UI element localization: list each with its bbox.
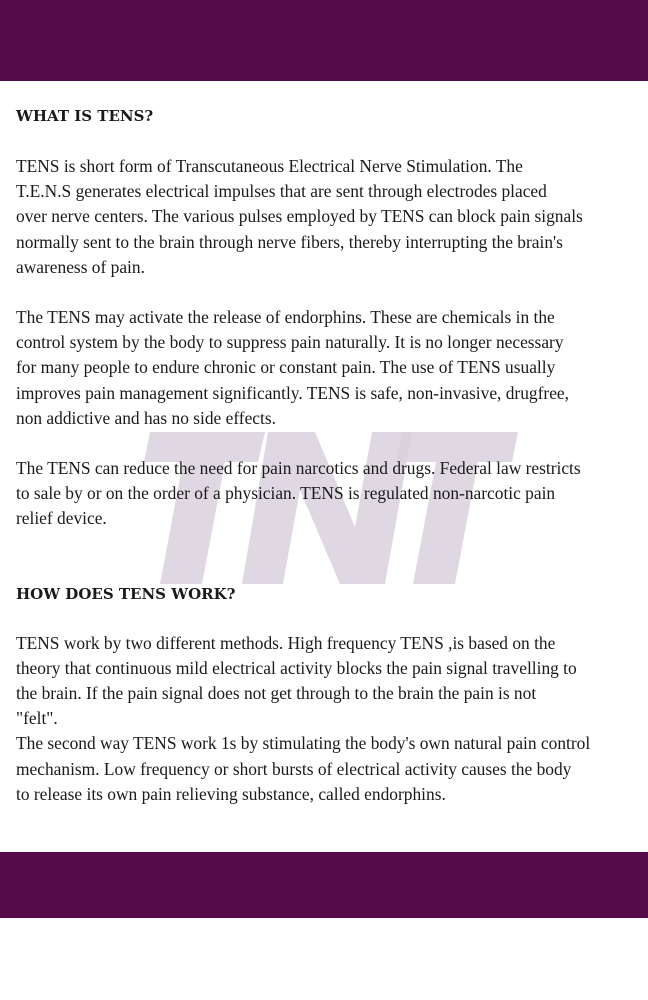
paragraph: TENS is short form of Transcutaneous Electrical Nerve Stimulation. The T.E.N.S generates electrical impulses that are sent through electrodes placed over nerve centers. The various pulses employed by TENS can block pain signals normally sent to the brain through nerve fibers, thereby interrupting the brain's awareness of pain. <box>16 156 583 277</box>
section-heading-what-is-tens: WHAT IS TENS? <box>16 107 154 125</box>
paragraph: The TENS may activate the release of endorphins. These are chemicals in the control system by the body to suppress pain naturally. It is no longer necessary for many people to endure chronic or constant pain. The use of TENS usually improves pain management significantly. TENS is safe, non-invasive, drugfree, non addictive and has no side effects. <box>16 307 569 428</box>
paragraph: TENS work by two different methods. High frequency TENS ,is based on the theory that continuous mild electrical activity blocks the pain signal travelling to the brain. If the pain signal does not get through to the brain the pain is not "felt". The second way TENS work 1s by stimulating the body's own natural pain control mechanism. Low frequency or short bursts of electrical activity causes the body to release its own pain relieving substance, called endorphins. <box>16 632 591 804</box>
bottom-banner <box>0 852 648 918</box>
top-banner <box>0 0 648 81</box>
section-heading-how-does-tens-work: HOW DOES TENS WORK? <box>16 584 236 603</box>
paragraph: The TENS can reduce the need for pain narcotics and drugs. Federal law restricts to sale by or on the order of a physician. TENS is regulated non-narcotic pain relief device. <box>16 458 581 529</box>
document-body <box>16 104 642 807</box>
